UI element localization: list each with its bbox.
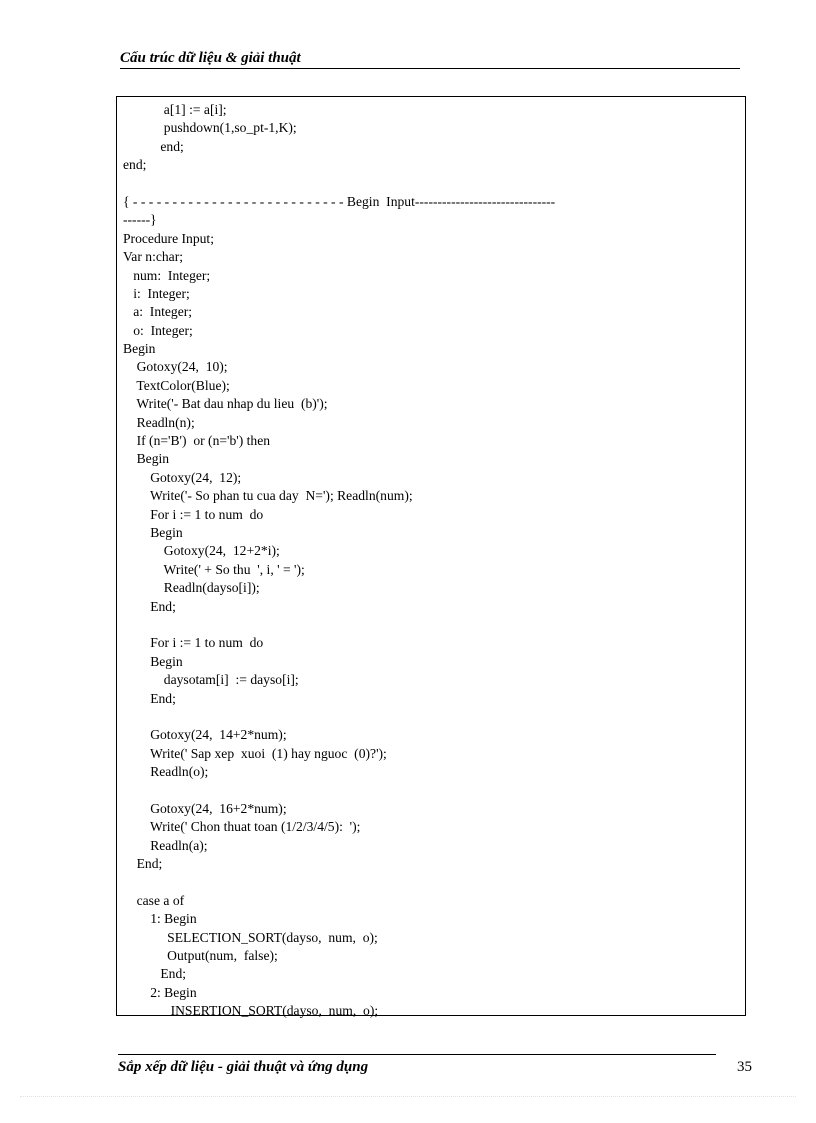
code-line: ------} [123,212,157,228]
code-line: end; [123,157,147,173]
code-line [123,708,745,726]
code-line: Procedure Input; [123,230,214,246]
code-line: 1: Begin [123,911,197,927]
code-line: End; [123,856,163,872]
code-line: daysotam[i] := dayso[i]; [123,672,299,688]
code-line: End; [123,690,176,706]
code-line: Write(' + So thu ', i, ' = '); [123,561,305,577]
code-line: Gotoxy(24, 12); [123,469,242,485]
page-header [120,48,740,69]
code-line: case a of [123,892,185,908]
code-line: End; [123,598,176,614]
code-line: a[1] := a[i]; [123,102,227,117]
code-line: For i := 1 to num do [123,506,264,522]
code-line: Begin [123,524,183,540]
code-line: Readln(dayso[i]); [123,580,260,596]
footer-title: Sắp xếp dữ liệu - giải thuật và ứng dụng [118,1059,369,1075]
code-line: Gotoxy(24, 14+2*num); [123,727,287,743]
code-line: Readln(a); [123,837,208,853]
code-line: Gotoxy(24, 16+2*num); [123,800,287,816]
code-line: pushdown(1,so_pt-1,K); [123,120,297,136]
code-line: TextColor(Blue); [123,377,230,393]
code-line: Write(' Sap xep xuoi (1) hay nguoc (0)?'); [123,745,387,761]
code-line: Begin [123,653,183,669]
code-line: End; [123,966,187,982]
code-line: Readln(o); [123,764,209,780]
code-line: INSERTION_SORT(dayso, num, o); [123,1003,379,1019]
code-line [123,781,745,799]
code-line: Write('- Bat dau nhap du lieu (b)'); [123,396,328,412]
code-line [123,873,745,891]
code-line [123,616,745,634]
code-line: Output(num, false); [123,947,278,963]
code-box [116,96,746,1019]
code-line [123,175,745,193]
code-line: { - - - - - - - - - - - - - - - - - - - - - - - - - - - Begin Input------------------------------- [123,193,556,209]
code-line: end; [123,138,184,154]
code-line: Write('- So phan tu cua day N='); Readln(num); [123,488,413,504]
code-line: For i := 1 to num do [123,635,264,651]
code-line: Var n:char; [123,249,184,265]
code-line: num: Integer; [123,267,211,283]
footer-rule [118,1054,716,1055]
code-line: SELECTION_SORT(dayso, num, o); [123,929,378,945]
code-line: Begin [123,341,156,357]
page-number: 35 [737,1059,752,1075]
code-line: 2: Begin [123,984,197,1000]
code-line: Begin [123,451,170,467]
code-line: o: Integer; [123,322,193,338]
header-title: Cấu trúc dữ liệu & giải thuật [120,50,301,66]
code-line: Gotoxy(24, 12+2*i); [123,543,280,559]
code-line: Readln(n); [123,414,195,430]
code-line: Gotoxy(24, 10); [123,359,228,375]
code-line: i: Integer; [123,285,190,301]
code-line: Write(' Chon thuat toan (1/2/3/4/5): '); [123,819,361,835]
code-line: If (n='B') or (n='b') then [123,433,271,449]
page-bottom-edge [20,1096,796,1097]
code-line: a: Integer; [123,304,193,320]
